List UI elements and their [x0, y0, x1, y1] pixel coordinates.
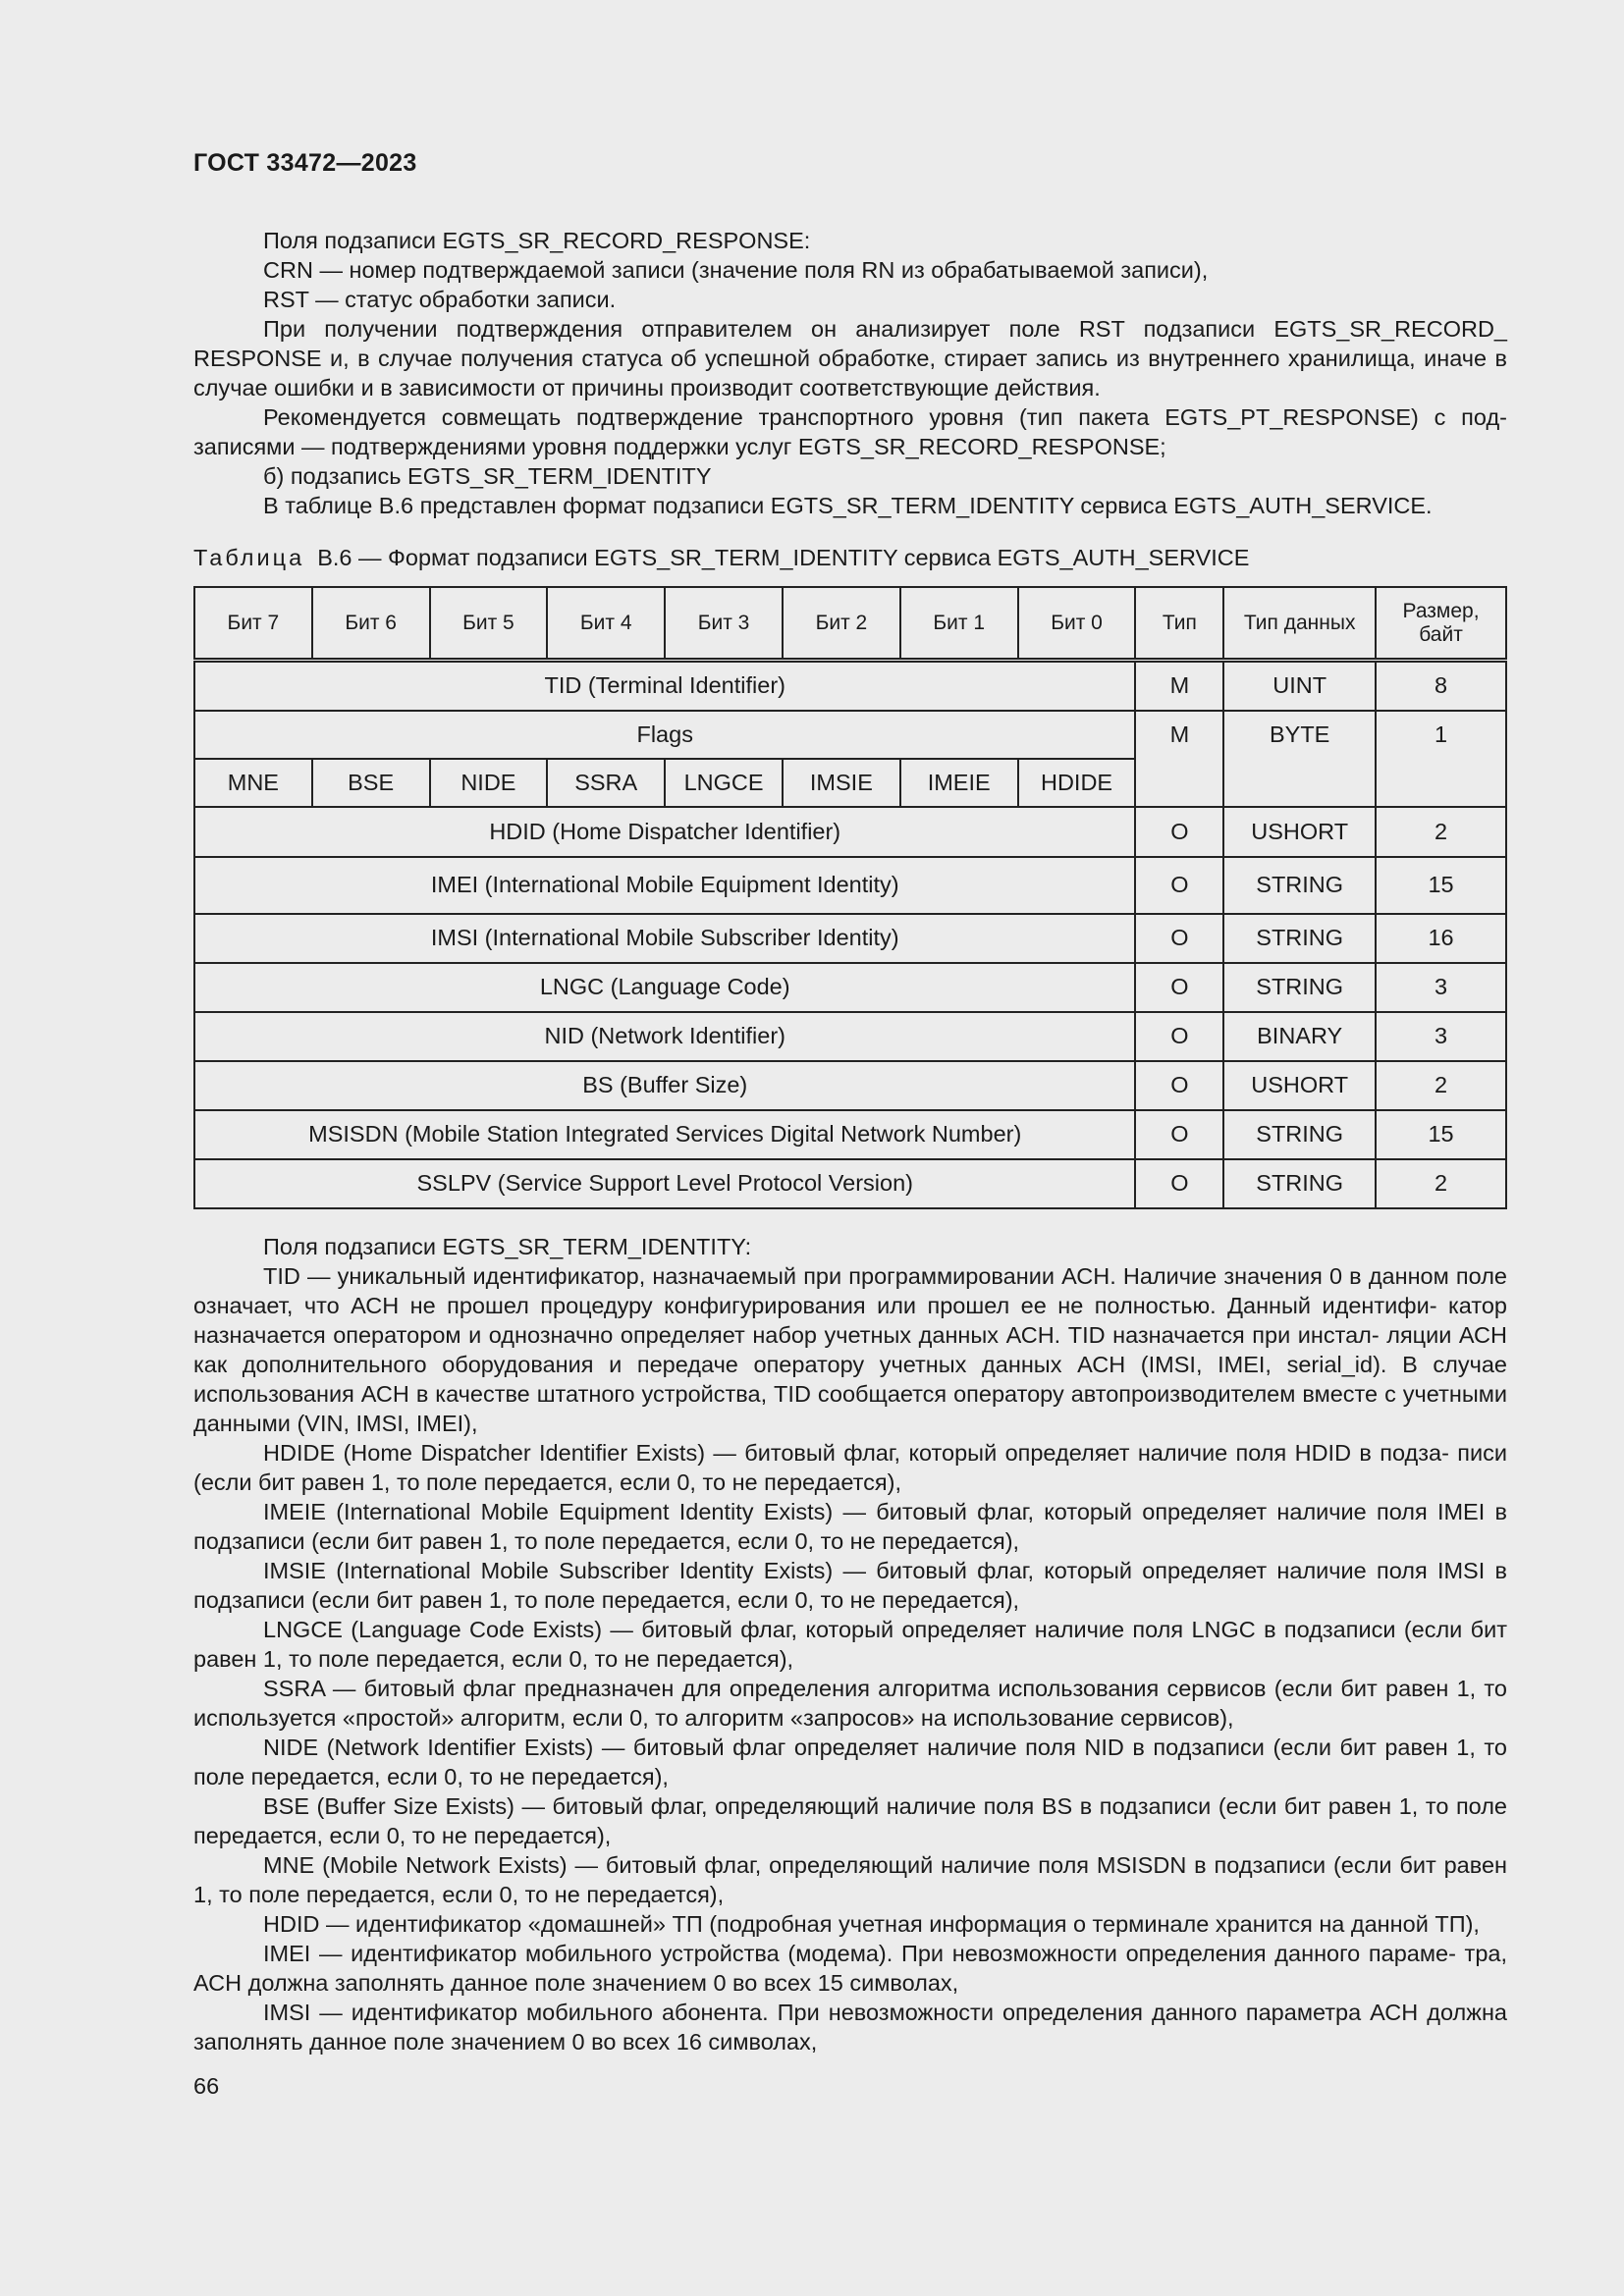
field-name-cell: LNGC (Language Code) — [194, 963, 1135, 1012]
table-row — [194, 1159, 1506, 1208]
paragraph: IMSI — идентификатор мобильного абонента. При невозможности определения данного параметра АСН должна заполнять данное поле значением 0 во всех 16 символах, — [193, 2000, 1507, 2055]
paragraph: NIDE (Network Identifier Exists) — битовый флаг определяет наличие поля NID в подзаписи (если бит равен 1, то поле передается, если 0, то не передается), — [193, 1735, 1507, 1789]
flag-bit-cell: BSE — [312, 759, 430, 807]
paragraph: RST — статус обработки записи. — [263, 287, 617, 312]
type-cell: O — [1135, 857, 1223, 914]
type-cell: O — [1135, 1061, 1223, 1110]
data-type-cell: UINT — [1223, 661, 1376, 711]
type-cell: O — [1135, 963, 1223, 1012]
paragraph: Рекомендуется совмещать подтверждение транспортного уровня (тип пакета EGTS_PT_RESPONSE) с под- записями — подтверждениями уровня поддержки услуг EGTS_SR_RECORD_RESPONSE; — [193, 404, 1507, 459]
size-cell: 15 — [1376, 1110, 1506, 1159]
table-row — [194, 661, 1506, 711]
paragraph: MNE (Mobile Network Exists) — битовый флаг, определяющий наличие поля MSISDN в подзаписи (если бит равен 1, то поле передается, если 0, то не передается), — [193, 1852, 1507, 1907]
paragraph: BSE (Buffer Size Exists) — битовый флаг, определяющий наличие поля BS в подзаписи (если бит равен 1, то поле передается, если 0, то не передается), — [193, 1793, 1507, 1848]
flag-bit-cell: IMEIE — [900, 759, 1018, 807]
data-type-cell: BYTE — [1223, 711, 1376, 807]
table-row — [194, 963, 1506, 1012]
header-cell: Бит 0 — [1018, 587, 1136, 661]
header-cell: Тип — [1135, 587, 1223, 661]
paragraph: б) подзапись EGTS_SR_TERM_IDENTITY — [263, 463, 712, 489]
table-row — [194, 1061, 1506, 1110]
size-cell: 2 — [1376, 1061, 1506, 1110]
field-name-cell: TID (Terminal Identifier) — [194, 661, 1135, 711]
size-cell: 2 — [1376, 1159, 1506, 1208]
field-name-cell: BS (Buffer Size) — [194, 1061, 1135, 1110]
flag-bit-cell: SSRA — [547, 759, 665, 807]
header-cell: Бит 6 — [312, 587, 430, 661]
field-name-cell: IMSI (International Mobile Subscriber Identity) — [194, 914, 1135, 963]
top-text — [193, 226, 1507, 520]
paragraph: HDIDE (Home Dispatcher Identifier Exists) — битовый флаг, который определяет наличие поля HDID в подза- писи (если бит равен 1, то поле передается, если 0, то не передается), — [193, 1440, 1507, 1495]
type-cell: M — [1135, 661, 1223, 711]
table-caption — [193, 545, 1249, 571]
paragraph: LNGCE (Language Code Exists) — битовый флаг, который определяет наличие поля LNGC в подзаписи (если бит равен 1, то поле передается, если 0, то не передается), — [193, 1617, 1507, 1672]
page-number: 66 — [193, 2073, 220, 2099]
type-cell: O — [1135, 1110, 1223, 1159]
table-row — [194, 914, 1506, 963]
field-name-cell: NID (Network Identifier) — [194, 1012, 1135, 1061]
paragraph: IMEI — идентификатор мобильного устройства (модема). При невозможности определения данного параме- тра, АСН должна заполнять данное поле значением 0 во всех 15 символах, — [193, 1941, 1507, 1996]
type-cell: M — [1135, 711, 1223, 807]
header-cell: Бит 2 — [783, 587, 900, 661]
paragraph: HDID — идентификатор «домашней» ТП (подробная учетная информация о терминале хранится на данной ТП), — [263, 1911, 1480, 1937]
size-cell: 8 — [1376, 661, 1506, 711]
paragraph: Поля подзаписи EGTS_SR_TERM_IDENTITY: — [263, 1234, 752, 1259]
flag-bit-cell: NIDE — [430, 759, 548, 807]
paragraph: TID — уникальный идентификатор, назначаемый при программировании АСН. Наличие значения 0 в данном поле означает, что АСН не прошел процедуру конфигурирования или прошел ее не полностью. Данный идентифи- катор назначается оператором и однозначно определяет набор учетных данных АСН. TID назначается при инстал- ляции АСН как дополнительного оборудования и передаче оператору учетных данных АСН (IMSI, IMEI, serial_id). В случае использования АСН в качестве штатного устройства, TID сообщается оператору автопроизводителем вместе с учетными данными (VIN, IMSI, IMEI), — [193, 1263, 1507, 1436]
field-name-cell: Flags — [194, 711, 1135, 759]
header-cell: Размер, байт — [1376, 587, 1506, 661]
size-cell: 3 — [1376, 963, 1506, 1012]
table-header-row — [194, 587, 1506, 661]
paragraph: Поля подзаписи EGTS_SR_RECORD_RESPONSE: — [263, 228, 811, 253]
type-cell: O — [1135, 807, 1223, 857]
data-type-cell: BINARY — [1223, 1012, 1376, 1061]
paragraph: IMSIE (International Mobile Subscriber Identity Exists) — битовый флаг, который определяет наличие поля IMSI в подзаписи (если бит равен 1, то поле передается, если 0, то не передается), — [193, 1558, 1507, 1613]
size-cell: 2 — [1376, 807, 1506, 857]
field-name-cell: IMEI (International Mobile Equipment Identity) — [194, 857, 1135, 914]
data-type-cell: STRING — [1223, 1159, 1376, 1208]
subrecord-format-table — [193, 586, 1507, 1209]
field-name-cell: HDID (Home Dispatcher Identifier) — [194, 807, 1135, 857]
field-name-cell: MSISDN (Mobile Station Integrated Services Digital Network Number) — [194, 1110, 1135, 1159]
table-caption-text: В.6 — Формат подзаписи EGTS_SR_TERM_IDENTITY сервиса EGTS_AUTH_SERVICE — [317, 545, 1250, 570]
type-cell: O — [1135, 914, 1223, 963]
table-row-flags — [194, 711, 1506, 759]
table-row — [194, 1110, 1506, 1159]
size-cell: 3 — [1376, 1012, 1506, 1061]
flag-bit-cell: IMSIE — [783, 759, 900, 807]
table-caption-prefix: Таблица — [193, 545, 305, 570]
data-type-cell: STRING — [1223, 1110, 1376, 1159]
data-type-cell: USHORT — [1223, 1061, 1376, 1110]
type-cell: O — [1135, 1012, 1223, 1061]
flag-bit-cell: LNGCE — [665, 759, 783, 807]
header-cell: Бит 1 — [900, 587, 1018, 661]
paragraph: В таблице В.6 представлен формат подзаписи EGTS_SR_TERM_IDENTITY сервиса EGTS_AUTH_SERVICE. — [263, 493, 1433, 518]
flag-bit-cell: MNE — [194, 759, 312, 807]
flag-bit-cell: HDIDE — [1018, 759, 1136, 807]
paragraph: При получении подтверждения отправителем он анализирует поле RST подзаписи EGTS_SR_RECORD_ RESPONSE и, в случае получения статуса об успешной обработке, стирает запись из внутреннего хранилища, иначе в случае ошибки и в зависимости от причины производит соответствующие действия. — [193, 316, 1507, 400]
table-row — [194, 857, 1506, 914]
data-type-cell: USHORT — [1223, 807, 1376, 857]
header-cell: Бит 3 — [665, 587, 783, 661]
paragraph: SSRA — битовый флаг предназначен для определения алгоритма использования сервисов (если бит равен 1, то используется «простой» алгоритм, если 0, то алгоритм «запросов» на использование сервисов), — [193, 1676, 1507, 1731]
data-type-cell: STRING — [1223, 914, 1376, 963]
type-cell: O — [1135, 1159, 1223, 1208]
data-type-cell: STRING — [1223, 963, 1376, 1012]
size-cell: 16 — [1376, 914, 1506, 963]
size-cell: 15 — [1376, 857, 1506, 914]
header-cell: Тип данных — [1223, 587, 1376, 661]
header-cell: Бит 4 — [547, 587, 665, 661]
data-type-cell: STRING — [1223, 857, 1376, 914]
field-name-cell: SSLPV (Service Support Level Protocol Version) — [194, 1159, 1135, 1208]
table-row — [194, 807, 1506, 857]
paragraph: CRN — номер подтверждаемой записи (значение поля RN из обрабатываемой записи), — [263, 257, 1209, 283]
header-cell: Бит 7 — [194, 587, 312, 661]
header-cell: Бит 5 — [430, 587, 548, 661]
paragraph: IMEIE (International Mobile Equipment Identity Exists) — битовый флаг, который определяет наличие поля IMEI в подзаписи (если бит равен 1, то поле передается, если 0, то не передается), — [193, 1499, 1507, 1554]
document-header: ГОСТ 33472—2023 — [193, 149, 417, 177]
bottom-text — [193, 1232, 1507, 2056]
table-row — [194, 1012, 1506, 1061]
size-cell: 1 — [1376, 711, 1506, 807]
